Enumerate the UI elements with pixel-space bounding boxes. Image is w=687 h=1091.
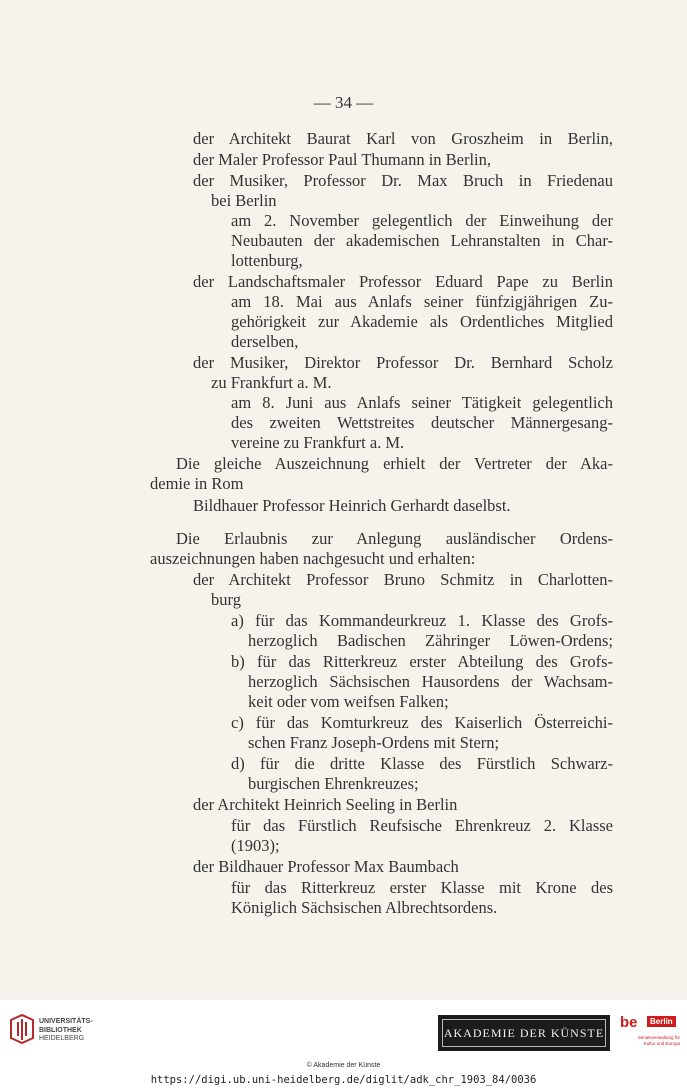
text-line: c) für das Komturkreuz des Kaiserlich Österreichi-	[231, 713, 613, 732]
text-line: d) für die dritte Klasse des Fürstlich Schwarz-	[231, 754, 613, 773]
text-line: gehörigkeit zur Akademie als Ordentliches Mitglied	[231, 312, 613, 331]
text-line: burgischen Ehrenkreuzes;	[248, 774, 419, 793]
text-line: am 2. November gelegentlich der Einweihung der	[231, 211, 613, 230]
text-line: lottenburg,	[231, 251, 303, 270]
text-line: der Musiker, Direktor Professor Dr. Bernhard Scholz	[193, 353, 613, 372]
copyright-text: © Akademie der Künste	[306, 1062, 381, 1069]
text-line: für das Fürstlich Reufsische Ehrenkreuz 2. Klasse	[231, 816, 613, 835]
text-line: a) für das Kommandeurkreuz 1. Klasse des Grofs-	[231, 611, 613, 630]
text-line: für das Ritterkreuz erster Klasse mit Krone des	[231, 878, 613, 897]
berlin-logo[interactable]: be Berlin Senatsverwaltung für Kultur und Europa	[620, 1014, 680, 1046]
text-line: Neubauten der akademischen Lehranstalten in Char-	[231, 231, 613, 250]
text-line: zu Frankfurt a. M.	[211, 373, 332, 392]
text-line: des zweiten Wettstreites deutscher Männergesang-	[231, 413, 613, 432]
text-line: der Bildhauer Professor Max Baumbach	[193, 857, 459, 876]
text-line: burg	[211, 590, 241, 609]
page-url[interactable]: https://digi.ub.uni-heidelberg.de/diglit/adk_chr_1903_84/0036	[150, 1074, 537, 1086]
text-line: (1903);	[231, 836, 280, 855]
page-number: — 34 —	[313, 93, 374, 112]
text-line: keit oder vom weifsen Falken;	[248, 692, 449, 711]
text-line: demie in Rom	[150, 474, 244, 493]
text-line: bei Berlin	[211, 191, 277, 210]
text-line: der Landschaftsmaler Professor Eduard Pape zu Berlin	[193, 272, 613, 291]
text-line: der Musiker, Professor Dr. Max Bruch in Friedenau	[193, 171, 613, 190]
text-line: am 18. Mai aus Anlafs seiner fünfzigjährigen Zu-	[231, 292, 613, 311]
text-line: herzoglich Badischen Zähringer Löwen-Ordens;	[248, 631, 613, 650]
text-line: der Architekt Professor Bruno Schmitz in Charlotten-	[193, 570, 613, 589]
text-line: Die gleiche Auszeichnung erhielt der Vertreter der Aka-	[176, 454, 613, 473]
text-line: Königlich Sächsischen Albrechtsordens.	[231, 898, 498, 917]
text-line: schen Franz Joseph-Ordens mit Stern;	[248, 733, 500, 752]
library-name: UNIVERSITÄTS- BIBLIOTHEK HEIDELBERG	[39, 1018, 93, 1042]
text-line: herzoglich Sächsischen Hausordens der Wachsam-	[248, 672, 613, 691]
text-line: vereine zu Frankfurt a. M.	[231, 433, 405, 452]
text-line: Die Erlaubnis zur Anlegung ausländischer Ordens-	[176, 529, 613, 548]
text-line: derselben,	[231, 332, 299, 351]
text-line: Bildhauer Professor Heinrich Gerhardt daselbst.	[193, 496, 511, 515]
akademie-der-kuenste-logo[interactable]: AKADEMIE DER KÜNSTE	[438, 1015, 610, 1051]
text-line: der Architekt Baurat Karl von Groszheim in Berlin,	[193, 129, 613, 148]
text-line: auszeichnungen haben nachgesucht und erhalten:	[150, 549, 476, 568]
text-line: b) für das Ritterkreuz erster Abteilung des Grofs-	[231, 652, 613, 671]
text-line: der Maler Professor Paul Thumann in Berlin,	[193, 150, 492, 169]
text-line: der Architekt Heinrich Seeling in Berlin	[193, 795, 458, 814]
text-line: am 8. Juni aus Anlafs seiner Tätigkeit gelegentlich	[231, 393, 613, 412]
